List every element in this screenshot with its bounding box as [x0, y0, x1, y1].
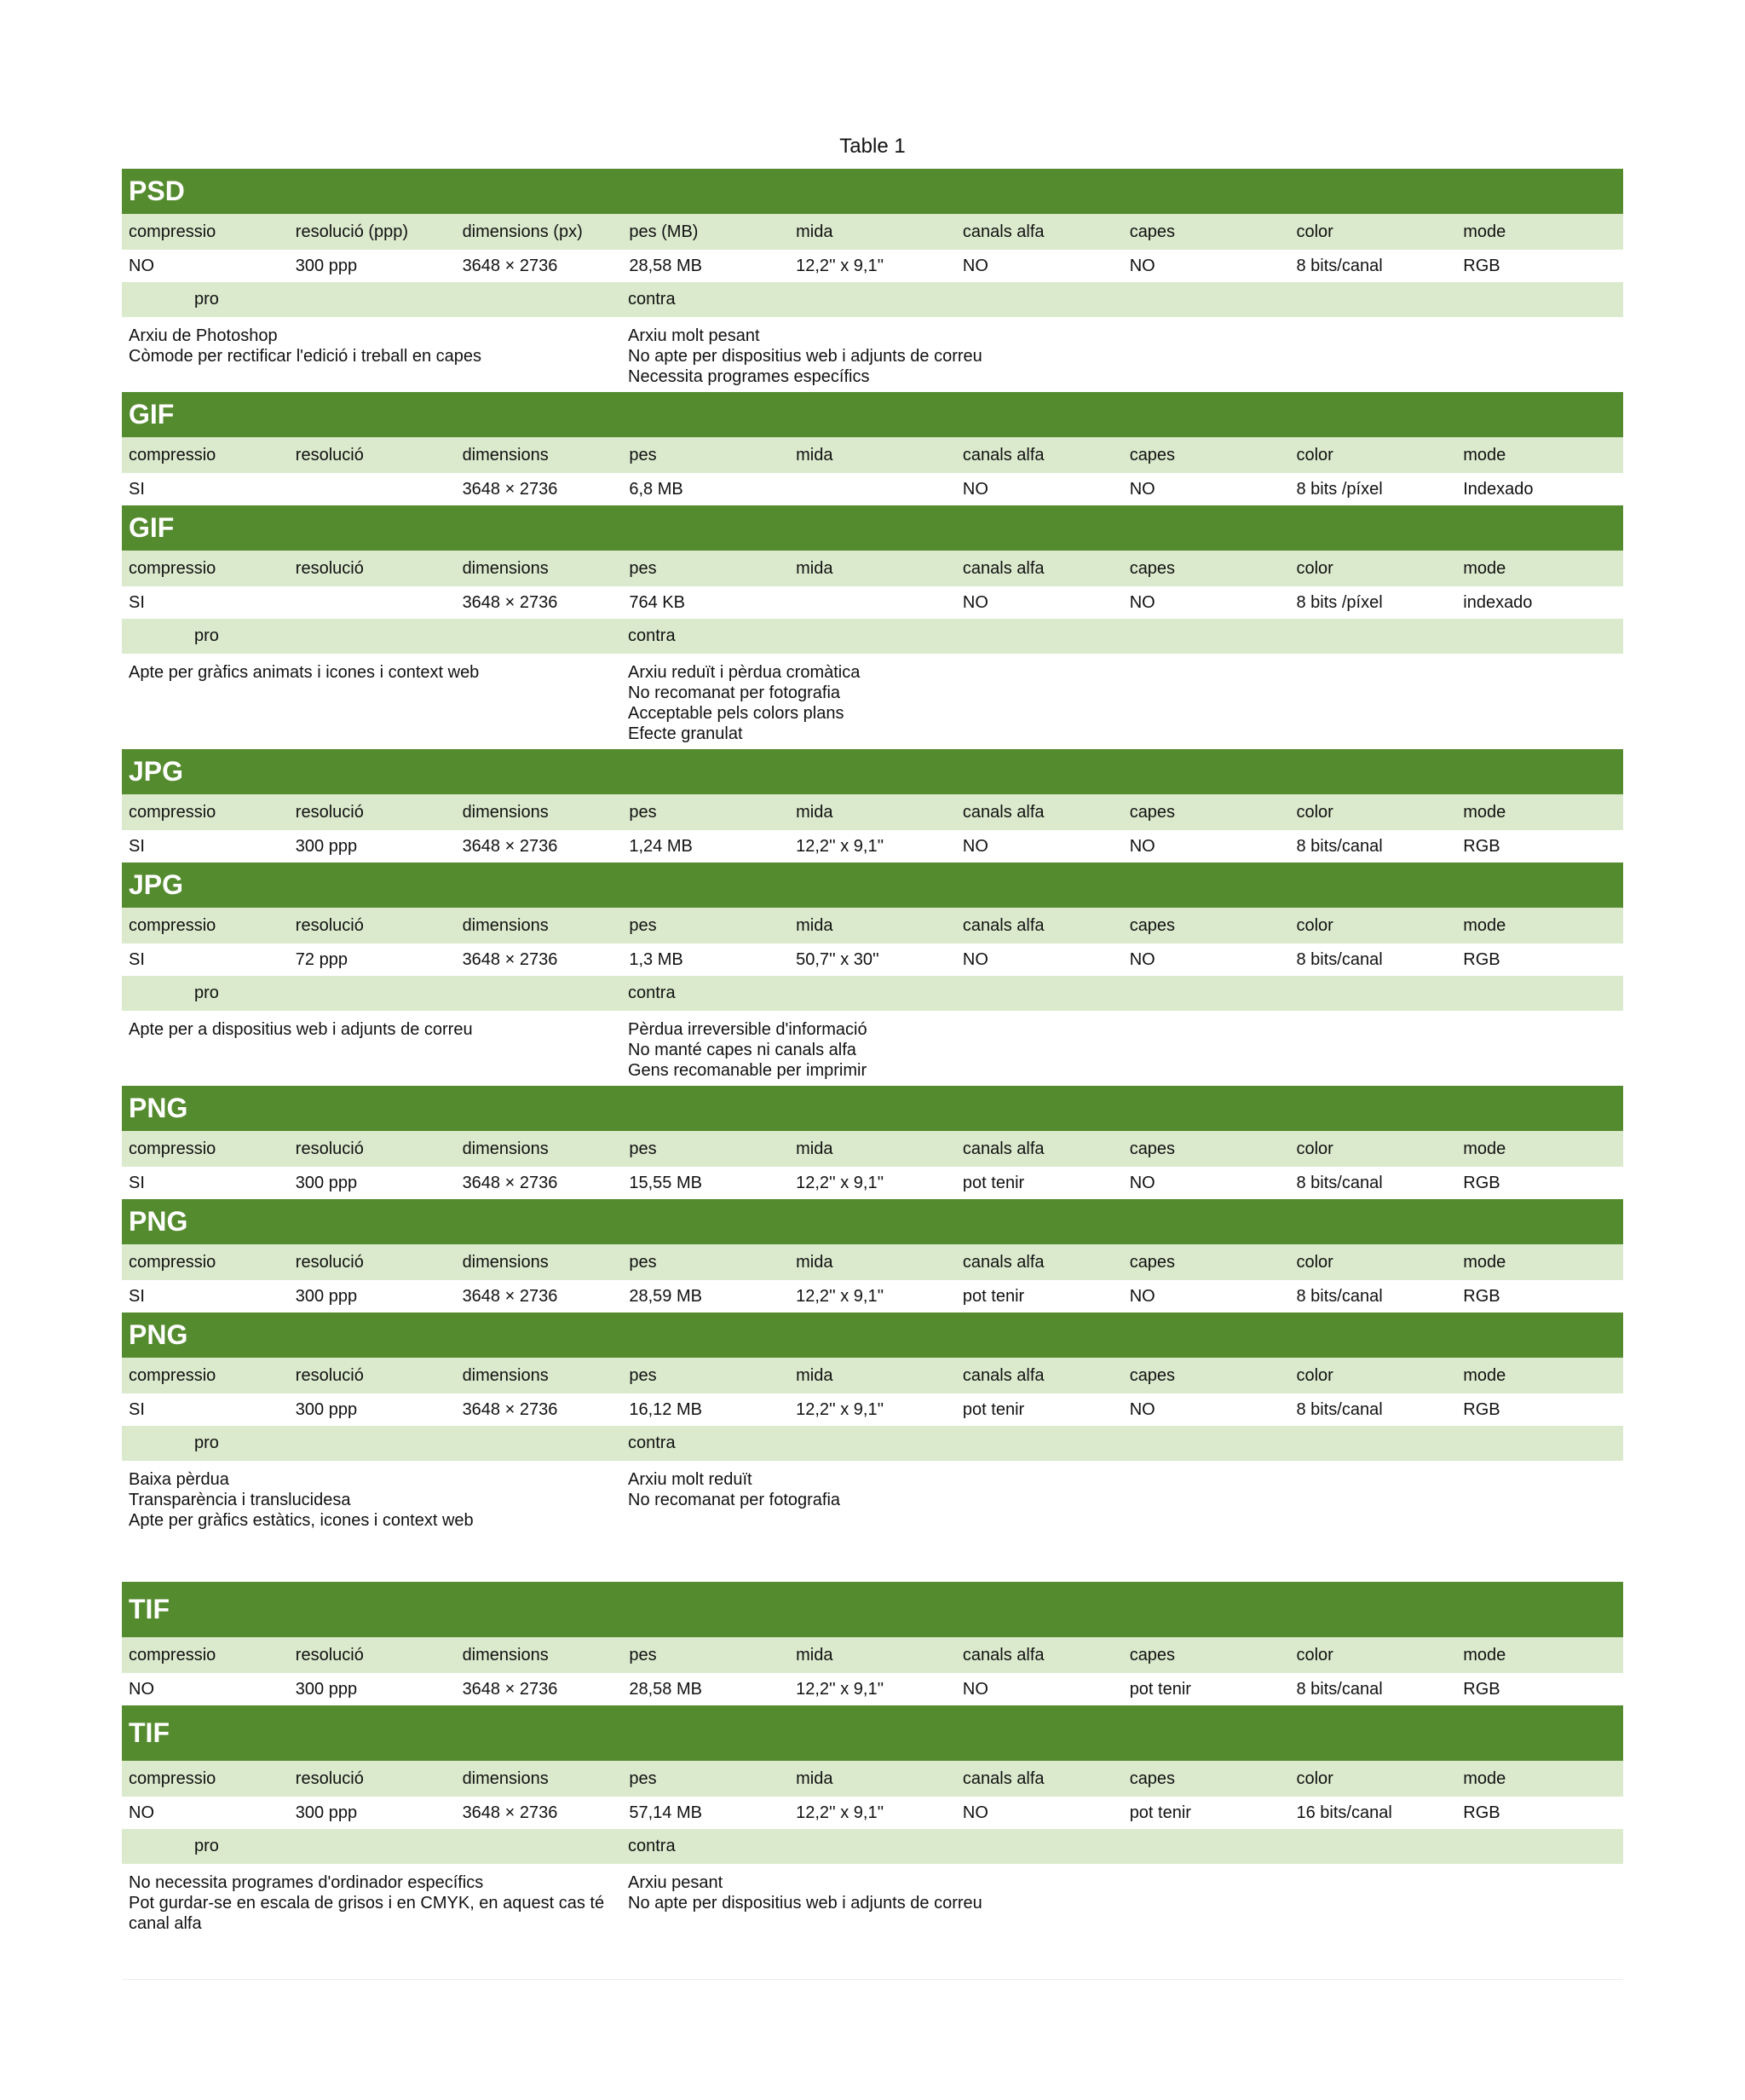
- contra-item: Arxiu pesant: [628, 1873, 723, 1892]
- property-value-cell: 57,14 MB: [629, 1803, 702, 1822]
- property-header-cell: mida: [796, 1768, 833, 1788]
- property-header-row: [122, 1637, 1623, 1673]
- property-value-cell: 3648 × 2736: [462, 592, 558, 612]
- section-spacer: [122, 1556, 1623, 1582]
- property-header-cell: mode: [1463, 1365, 1506, 1385]
- property-value-cell: 300 ppp: [295, 1286, 358, 1306]
- property-header-cell: capes: [1129, 558, 1176, 578]
- contra-list: [621, 654, 867, 749]
- property-value-cell: 8 bits/canal: [1296, 949, 1383, 969]
- property-header-cell: mida: [796, 1252, 833, 1272]
- property-value-cell: 1,24 MB: [629, 836, 693, 856]
- pro-list: [122, 654, 621, 749]
- pro-item: Arxiu de Photoshop: [129, 326, 278, 345]
- contra-item: Arxiu reduït i pèrdua cromàtica: [628, 663, 861, 682]
- property-value-cell: 16 bits/canal: [1296, 1803, 1392, 1822]
- table-title: Table 1: [839, 135, 906, 158]
- property-header-cell: capes: [1129, 1645, 1176, 1664]
- property-header-cell: compressio: [129, 222, 216, 241]
- property-header-cell: capes: [1129, 1139, 1176, 1158]
- property-header-row: [122, 794, 1623, 830]
- property-value-cell: 28,58 MB: [629, 1679, 702, 1699]
- property-header-cell: canals alfa: [962, 445, 1045, 464]
- pro-list: [122, 1864, 621, 1949]
- property-value-cell: 764 KB: [629, 592, 685, 612]
- property-header-cell: color: [1296, 558, 1333, 578]
- contra-item: Arxiu molt reduït: [628, 1470, 752, 1489]
- property-value-cell: 12,2'' x 9,1'': [796, 256, 884, 275]
- pro-item: Apte per a dispositius web i adjunts de correu: [129, 1020, 473, 1039]
- property-header-cell: color: [1296, 1139, 1333, 1158]
- pro-label: pro: [194, 290, 219, 309]
- pro-item: Còmode per rectificar l'edició i treball en capes: [129, 347, 482, 366]
- contra-item: No apte per dispositius web i adjunts de correu: [628, 347, 982, 366]
- property-header-cell: capes: [1129, 1365, 1176, 1385]
- format-comparison-table: [122, 169, 1623, 1949]
- property-value-cell: NO: [1129, 949, 1155, 969]
- property-header-cell: color: [1296, 915, 1333, 935]
- property-header-cell: canals alfa: [962, 222, 1045, 241]
- property-value-row: [122, 830, 1623, 862]
- property-header-cell: compressio: [129, 915, 216, 935]
- property-value-cell: NO: [1129, 1173, 1155, 1192]
- property-value-cell: NO: [129, 1679, 154, 1699]
- property-value-cell: NO: [962, 256, 988, 275]
- property-header-cell: canals alfa: [962, 1365, 1045, 1385]
- property-value-cell: 3648 × 2736: [462, 479, 558, 499]
- property-value-cell: 8 bits/canal: [1296, 256, 1383, 275]
- contra-label: contra: [628, 1434, 676, 1452]
- contra-item: Arxiu molt pesant: [628, 326, 760, 345]
- property-header-cell: color: [1296, 1365, 1333, 1385]
- property-value-cell: 300 ppp: [295, 1399, 358, 1419]
- property-header-cell: pes: [629, 445, 657, 464]
- property-header-cell: resolució: [295, 1365, 364, 1385]
- contra-label: contra: [628, 290, 676, 309]
- property-value-cell: NO: [129, 256, 154, 275]
- property-value-cell: pot tenir: [962, 1286, 1025, 1306]
- property-value-cell: SI: [129, 1286, 145, 1306]
- property-header-cell: capes: [1129, 1768, 1176, 1788]
- property-header-cell: mode: [1463, 915, 1506, 935]
- contra-list: [621, 1461, 847, 1556]
- property-header-cell: resolució: [295, 1768, 364, 1788]
- contra-item: Gens recomanable per imprimir: [628, 1061, 867, 1080]
- property-value-cell: NO: [962, 592, 988, 612]
- format-header: TIF: [122, 1705, 1623, 1761]
- property-value-cell: RGB: [1463, 949, 1500, 969]
- property-value-row: [122, 473, 1623, 505]
- property-header-cell: pes: [629, 1768, 657, 1788]
- property-value-cell: 300 ppp: [295, 256, 358, 275]
- pro-item: Apte per gràfics animats i icones i context web: [129, 663, 480, 682]
- property-value-cell: 12,2'' x 9,1'': [796, 1173, 884, 1192]
- property-header-cell: mida: [796, 802, 833, 822]
- property-header-cell: dimensions: [462, 1252, 549, 1272]
- property-header-cell: mida: [796, 222, 833, 241]
- property-value-cell: NO: [1129, 592, 1155, 612]
- format-header: JPG: [122, 862, 1623, 908]
- property-header-cell: pes (MB): [629, 222, 699, 241]
- property-header-row: [122, 1131, 1623, 1167]
- property-header-cell: dimensions: [462, 1365, 549, 1385]
- pro-item: Apte per gràfics estàtics, icones i context web: [129, 1511, 474, 1530]
- format-header: JPG: [122, 749, 1623, 794]
- property-value-cell: SI: [129, 836, 145, 856]
- property-header-cell: mida: [796, 445, 833, 464]
- property-header-cell: mida: [796, 915, 833, 935]
- contra-list: [621, 1011, 874, 1086]
- property-header-cell: canals alfa: [962, 915, 1045, 935]
- property-value-cell: Indexado: [1463, 479, 1534, 499]
- property-header-cell: color: [1296, 1252, 1333, 1272]
- property-value-cell: 8 bits/canal: [1296, 1679, 1383, 1699]
- property-header-cell: dimensions: [462, 445, 549, 464]
- format-header: GIF: [122, 505, 1623, 551]
- property-header-row: [122, 1244, 1623, 1280]
- property-header-cell: canals alfa: [962, 1768, 1045, 1788]
- property-value-cell: NO: [962, 836, 988, 856]
- contra-item: No recomanat per fotografia: [628, 684, 841, 702]
- property-value-cell: 3648 × 2736: [462, 1803, 558, 1822]
- property-value-cell: RGB: [1463, 256, 1500, 275]
- property-header-cell: canals alfa: [962, 1139, 1045, 1158]
- pro-item: Pot gurdar-se en escala de grisos i en CMYK, en aquest cas té: [129, 1894, 605, 1912]
- property-value-cell: SI: [129, 949, 145, 969]
- contra-item: Efecte granulat: [628, 724, 743, 743]
- property-header-cell: resolució: [295, 558, 364, 578]
- pro-item: No necessita programes d'ordinador específics: [129, 1873, 484, 1892]
- property-value-cell: 12,2'' x 9,1'': [796, 1286, 884, 1306]
- property-value-cell: 1,3 MB: [629, 949, 683, 969]
- property-header-cell: dimensions: [462, 1645, 549, 1664]
- property-header-cell: compressio: [129, 1252, 216, 1272]
- property-value-row: [122, 1673, 1623, 1705]
- format-header: TIF: [122, 1582, 1623, 1637]
- pro-label: pro: [194, 1434, 219, 1452]
- property-header-cell: compressio: [129, 1768, 216, 1788]
- property-header-row: [122, 214, 1623, 250]
- property-header-cell: color: [1296, 222, 1333, 241]
- pro-item: Transparència i translucidesa: [129, 1491, 351, 1509]
- property-header-cell: color: [1296, 1645, 1333, 1664]
- property-value-cell: 3648 × 2736: [462, 836, 558, 856]
- property-header-cell: mode: [1463, 1768, 1506, 1788]
- contra-label: contra: [628, 626, 676, 645]
- property-value-cell: SI: [129, 479, 145, 499]
- property-value-cell: 8 bits/canal: [1296, 1173, 1383, 1192]
- property-header-cell: color: [1296, 1768, 1333, 1788]
- pro-item: Baixa pèrdua: [129, 1470, 229, 1489]
- property-value-cell: 8 bits /píxel: [1296, 479, 1383, 499]
- property-header-cell: mida: [796, 1365, 833, 1385]
- format-header: PSD: [122, 169, 1623, 214]
- property-header-cell: compressio: [129, 802, 216, 822]
- pro-contra-header-row: [122, 619, 1623, 654]
- property-value-cell: RGB: [1463, 1286, 1500, 1306]
- property-header-cell: resolució (ppp): [295, 222, 409, 241]
- property-value-cell: RGB: [1463, 1399, 1500, 1419]
- pro-contra-header-row: [122, 282, 1623, 317]
- property-value-cell: SI: [129, 592, 145, 612]
- property-header-cell: compressio: [129, 1645, 216, 1664]
- property-value-cell: 3648 × 2736: [462, 1173, 558, 1192]
- property-header-cell: canals alfa: [962, 558, 1045, 578]
- contra-item: No recomanat per fotografia: [628, 1491, 841, 1509]
- pro-contra-header-row: [122, 976, 1623, 1011]
- property-header-cell: capes: [1129, 915, 1176, 935]
- property-value-cell: indexado: [1463, 592, 1533, 612]
- pro-contra-header-row: [122, 1829, 1623, 1864]
- property-value-cell: 16,12 MB: [629, 1399, 702, 1419]
- property-value-cell: 3648 × 2736: [462, 1679, 558, 1699]
- property-value-cell: 8 bits/canal: [1296, 1399, 1383, 1419]
- pro-contra-notes: [122, 1461, 1623, 1556]
- format-header: PNG: [122, 1312, 1623, 1358]
- property-header-row: [122, 908, 1623, 943]
- property-value-cell: 3648 × 2736: [462, 1286, 558, 1306]
- property-header-cell: pes: [629, 1252, 657, 1272]
- contra-list: [621, 1864, 989, 1949]
- pro-contra-notes: [122, 1011, 1623, 1086]
- pro-contra-notes: [122, 1864, 1623, 1949]
- property-header-cell: dimensions: [462, 915, 549, 935]
- property-header-cell: resolució: [295, 445, 364, 464]
- property-header-cell: dimensions: [462, 802, 549, 822]
- property-header-cell: dimensions (px): [462, 222, 583, 241]
- contra-item: No apte per dispositius web i adjunts de correu: [628, 1894, 982, 1912]
- footer-divider: [122, 1979, 1623, 1980]
- property-header-cell: mode: [1463, 1645, 1506, 1664]
- property-header-cell: capes: [1129, 1252, 1176, 1272]
- pro-contra-notes: [122, 317, 1623, 392]
- property-value-cell: 3648 × 2736: [462, 949, 558, 969]
- property-value-cell: 300 ppp: [295, 1679, 358, 1699]
- property-header-cell: compressio: [129, 1365, 216, 1385]
- property-header-cell: mida: [796, 1139, 833, 1158]
- property-value-cell: NO: [1129, 1399, 1155, 1419]
- property-value-cell: NO: [962, 949, 988, 969]
- property-value-cell: 300 ppp: [295, 1173, 358, 1192]
- property-value-row: [122, 1797, 1623, 1829]
- property-header-cell: dimensions: [462, 1139, 549, 1158]
- property-value-cell: NO: [962, 1803, 988, 1822]
- property-value-cell: 15,55 MB: [629, 1173, 702, 1192]
- property-header-cell: resolució: [295, 1645, 364, 1664]
- property-header-cell: resolució: [295, 915, 364, 935]
- contra-item: Pèrdua irreversible d'informació: [628, 1020, 867, 1039]
- property-header-row: [122, 551, 1623, 586]
- pro-contra-header-row: [122, 1426, 1623, 1461]
- property-header-cell: dimensions: [462, 558, 549, 578]
- property-value-row: [122, 943, 1623, 976]
- property-header-cell: canals alfa: [962, 1645, 1045, 1664]
- property-value-cell: NO: [962, 479, 988, 499]
- property-header-row: [122, 1358, 1623, 1393]
- property-value-cell: NO: [1129, 836, 1155, 856]
- contra-label: contra: [628, 984, 676, 1002]
- property-value-cell: 300 ppp: [295, 1803, 358, 1822]
- property-header-cell: compressio: [129, 445, 216, 464]
- property-value-cell: 72 ppp: [295, 949, 348, 969]
- property-value-cell: 28,58 MB: [629, 256, 702, 275]
- property-value-cell: NO: [1129, 479, 1155, 499]
- contra-item: No manté capes ni canals alfa: [628, 1041, 856, 1059]
- property-header-cell: mode: [1463, 558, 1506, 578]
- contra-item: Acceptable pels colors plans: [628, 704, 844, 723]
- property-value-cell: 12,2'' x 9,1'': [796, 836, 884, 856]
- property-header-cell: capes: [1129, 222, 1176, 241]
- format-header: PNG: [122, 1086, 1623, 1131]
- property-value-cell: 6,8 MB: [629, 479, 683, 499]
- property-value-row: [122, 1280, 1623, 1312]
- property-value-cell: 8 bits /píxel: [1296, 592, 1383, 612]
- property-value-cell: NO: [1129, 1286, 1155, 1306]
- pro-contra-notes: [122, 654, 1623, 749]
- property-header-cell: capes: [1129, 802, 1176, 822]
- property-value-cell: 12,2'' x 9,1'': [796, 1803, 884, 1822]
- property-value-cell: 8 bits/canal: [1296, 836, 1383, 856]
- property-header-cell: mida: [796, 1645, 833, 1664]
- pro-label: pro: [194, 984, 219, 1002]
- property-value-cell: 28,59 MB: [629, 1286, 702, 1306]
- property-header-cell: pes: [629, 802, 657, 822]
- property-header-cell: pes: [629, 1365, 657, 1385]
- property-header-cell: resolució: [295, 1139, 364, 1158]
- property-value-cell: 50,7'' x 30'': [796, 949, 879, 969]
- property-value-cell: SI: [129, 1173, 145, 1192]
- property-header-cell: mida: [796, 558, 833, 578]
- property-header-cell: canals alfa: [962, 802, 1045, 822]
- property-value-cell: RGB: [1463, 1803, 1500, 1822]
- property-value-cell: RGB: [1463, 1173, 1500, 1192]
- property-header-cell: pes: [629, 1139, 657, 1158]
- format-header: PNG: [122, 1199, 1623, 1244]
- contra-label: contra: [628, 1837, 676, 1855]
- property-value-cell: 3648 × 2736: [462, 1399, 558, 1419]
- format-header: GIF: [122, 392, 1623, 437]
- property-value-cell: SI: [129, 1399, 145, 1419]
- property-value-cell: NO: [962, 1679, 988, 1699]
- property-value-cell: 12,2'' x 9,1'': [796, 1679, 884, 1699]
- property-value-cell: 12,2'' x 9,1'': [796, 1399, 884, 1419]
- property-header-cell: resolució: [295, 1252, 364, 1272]
- pro-label: pro: [194, 1837, 219, 1855]
- property-value-row: [122, 586, 1623, 619]
- property-value-row: [122, 1167, 1623, 1199]
- property-value-cell: RGB: [1463, 836, 1500, 856]
- property-value-row: [122, 1393, 1623, 1426]
- property-value-cell: NO: [129, 1803, 154, 1822]
- contra-list: [621, 317, 989, 392]
- property-header-cell: compressio: [129, 1139, 216, 1158]
- property-header-cell: capes: [1129, 445, 1176, 464]
- property-value-cell: 8 bits/canal: [1296, 1286, 1383, 1306]
- property-header-cell: dimensions: [462, 1768, 549, 1788]
- pro-list: [122, 1461, 621, 1556]
- property-value-cell: RGB: [1463, 1679, 1500, 1699]
- property-value-row: [122, 250, 1623, 282]
- property-value-cell: pot tenir: [1129, 1803, 1191, 1822]
- property-header-cell: pes: [629, 558, 657, 578]
- property-header-cell: pes: [629, 915, 657, 935]
- property-header-cell: mode: [1463, 1139, 1506, 1158]
- property-header-row: [122, 1761, 1623, 1797]
- pro-list: [122, 317, 621, 392]
- property-header-cell: mode: [1463, 222, 1506, 241]
- pro-list: [122, 1011, 621, 1086]
- property-header-cell: resolució: [295, 802, 364, 822]
- property-header-cell: color: [1296, 445, 1333, 464]
- pro-item: canal alfa: [129, 1914, 202, 1933]
- property-header-row: [122, 437, 1623, 473]
- property-header-cell: compressio: [129, 558, 216, 578]
- property-value-cell: pot tenir: [1129, 1679, 1191, 1699]
- property-header-cell: mode: [1463, 445, 1506, 464]
- property-header-cell: mode: [1463, 802, 1506, 822]
- property-header-cell: color: [1296, 802, 1333, 822]
- property-value-cell: 3648 × 2736: [462, 256, 558, 275]
- pro-label: pro: [194, 626, 219, 645]
- property-value-cell: 300 ppp: [295, 836, 358, 856]
- property-header-cell: pes: [629, 1645, 657, 1664]
- property-value-cell: pot tenir: [962, 1399, 1025, 1419]
- property-value-cell: pot tenir: [962, 1173, 1025, 1192]
- property-header-cell: canals alfa: [962, 1252, 1045, 1272]
- property-value-cell: NO: [1129, 256, 1155, 275]
- property-header-cell: mode: [1463, 1252, 1506, 1272]
- contra-item: Necessita programes específics: [628, 367, 870, 386]
